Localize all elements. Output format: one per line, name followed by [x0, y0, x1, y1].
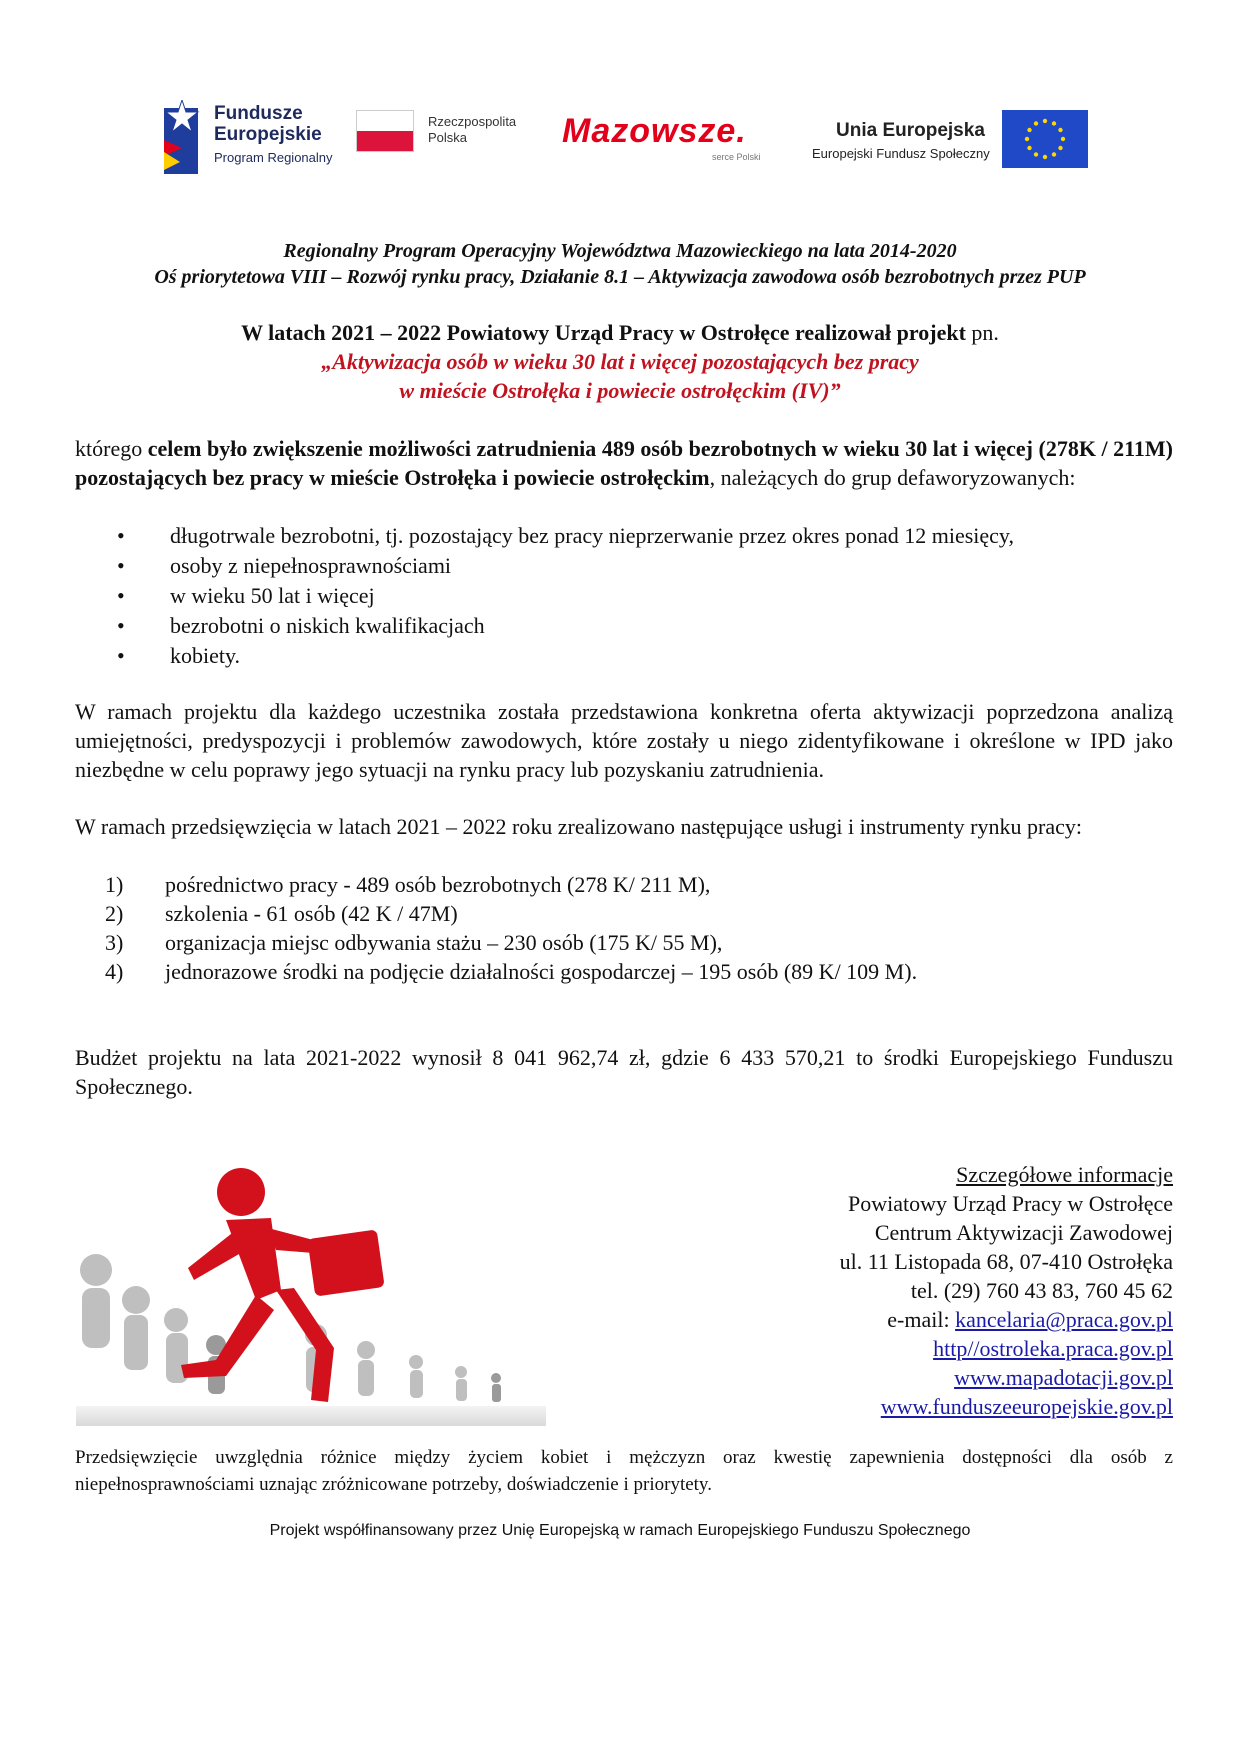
- email-label: e-mail:: [887, 1307, 956, 1332]
- services-intro: W ramach przedsięwzięcia w latach 2021 – 2022 roku zrealizowano następujące usługi i instrumenty rynku pracy:: [75, 814, 1082, 839]
- contact-unit: Centrum Aktywizacji Zawodowej: [874, 1220, 1173, 1245]
- fundusze-europejskie-logo: [160, 100, 350, 178]
- program-title: Regionalny Program Operacyjny Województwa Mazowieckiego na lata 2014-2020: [283, 240, 957, 262]
- contact-address: ul. 11 Listopada 68, 07-410 Ostrołęka: [839, 1249, 1173, 1274]
- mazowsze-name: Mazowsze.: [562, 112, 747, 150]
- goal-paragraph: [75, 434, 1173, 492]
- intro: [70, 318, 1170, 405]
- contact-org: Powiatowy Urząd Pracy w Ostrołęce: [847, 1191, 1173, 1216]
- target-groups-list: [75, 521, 1173, 671]
- project-title-line1: „Aktywizacja osób w wieku 30 lat i więcej pozostających bez pracy: [321, 349, 919, 374]
- list-item: 2) szkolenia - 61 osób (42 K / 47M): [105, 901, 458, 926]
- eu-flag-icon: [1002, 110, 1088, 168]
- funduszeeuropejskie-link[interactable]: www.funduszeeuropejskie.gov.pl: [880, 1394, 1173, 1419]
- services-list: [75, 870, 1173, 986]
- goal-pre: którego: [75, 436, 148, 461]
- equality-note: Przedsięwzięcie uwzględnia różnice między życiem kobiet i mężczyzn oraz kwestię zapewnienia dostępności dla osób z niepełnosprawnościami uznając zróżnicowane potrzeby, doświadczenie i priorytety.: [75, 1447, 1173, 1495]
- contact-heading: Szczegółowe informacje: [956, 1162, 1173, 1187]
- goal-post: , należących do grup defaworyzowanych:: [709, 465, 1076, 490]
- ue-line2: Europejski Fundusz Społeczny: [812, 146, 990, 161]
- list-item: • długotrwale bezrobotni, tj. pozostający bez pracy nieprzerwanie przez okres ponad 12 miesięcy,: [117, 523, 1015, 548]
- list-item: 4) jednorazowe środki na podjęcie działalności gospodarczej – 195 osób (89 K/ 109 M).: [105, 959, 918, 984]
- rp-line2: Polska: [428, 130, 468, 145]
- unia-europejska-logo: [812, 108, 1092, 178]
- contact-phone: tel. (29) 760 43 83, 760 45 62: [910, 1278, 1173, 1303]
- email-link[interactable]: kancelaria@praca.gov.pl: [955, 1307, 1173, 1332]
- intro-suffix: pn.: [965, 320, 999, 345]
- intro-line: [70, 318, 1170, 347]
- budget-paragraph: Budżet projektu na lata 2021-2022 wynosił 8 041 962,74 zł, gdzie 6 433 570,21 to środki Europejskiego Funduszu Społecznego.: [75, 1045, 1173, 1099]
- list-item: • bezrobotni o niskich kwalifikacjach: [117, 613, 485, 638]
- contact-email-row: [653, 1305, 1173, 1334]
- list-item: • kobiety.: [117, 643, 241, 668]
- pup-website-link[interactable]: http//ostroleka.praca.gov.pl: [933, 1336, 1173, 1361]
- ue-line1: Unia Europejska: [836, 120, 985, 141]
- rzeczpospolita-polska-logo: [356, 110, 536, 160]
- project-title-line2: w mieście Ostrołęka i powiecie ostrołęckim (IV)”: [399, 378, 841, 403]
- activation-paragraph: W ramach projektu dla każdego uczestnika została przedstawiona konkretna oferta aktywizacji poprzedzona analizą umiejętności, predyspozycji i problemów zawodowych, które zostały u niego zidentyfikowane i określone w IPD jako niezbędne w celu poprawy jego sytuacji na rynku pracy lub pozyskaniu zatrudnienia.: [75, 699, 1173, 782]
- mazowsze-tagline: serce Polski: [712, 152, 761, 162]
- mapadotacji-link[interactable]: www.mapadotacji.gov.pl: [954, 1365, 1173, 1390]
- running-businessman-illustration: [76, 1150, 546, 1426]
- contact-block: [653, 1160, 1173, 1421]
- cofinancing-footer: Projekt współfinansowany przez Unię Europejską w ramach Europejskiego Funduszu Społecznego: [269, 1522, 971, 1539]
- mazowsze-logo: [562, 112, 802, 166]
- fe-line1: Fundusze: [214, 103, 303, 124]
- list-item: 3) organizacja miejsc odbywania stażu – 230 osób (175 K/ 55 M),: [105, 930, 723, 955]
- goal-bold: celem było zwiększenie możliwości zatrudnienia 489 osób bezrobotnych w wieku 30 lat i więcej (278K / 211M) pozostających bez pracy w mieście Ostrołęka i powiecie ostrołęckim: [75, 436, 1173, 490]
- list-item: 1) pośrednictwo pracy - 489 osób bezrobotnych (278 K/ 211 M),: [105, 872, 711, 897]
- priority-axis: Oś priorytetowa VIII – Rozwój rynku pracy, Działanie 8.1 – Aktywizacja zawodowa osób bezrobotnych przez PUP: [154, 266, 1086, 288]
- polish-flag-icon: [356, 110, 414, 152]
- list-item: • osoby z niepełnosprawnościami: [117, 553, 452, 578]
- intro-bold: W latach 2021 – 2022 Powiatowy Urząd Pracy w Ostrołęce realizował projekt: [241, 320, 966, 345]
- list-item: • w wieku 50 lat i więcej: [117, 583, 375, 608]
- fe-line2: Europejskie: [214, 124, 322, 145]
- rp-line1: Rzeczpospolita: [428, 114, 517, 129]
- fe-line3: Program Regionalny: [214, 150, 333, 165]
- fe-star-icon: [160, 100, 204, 176]
